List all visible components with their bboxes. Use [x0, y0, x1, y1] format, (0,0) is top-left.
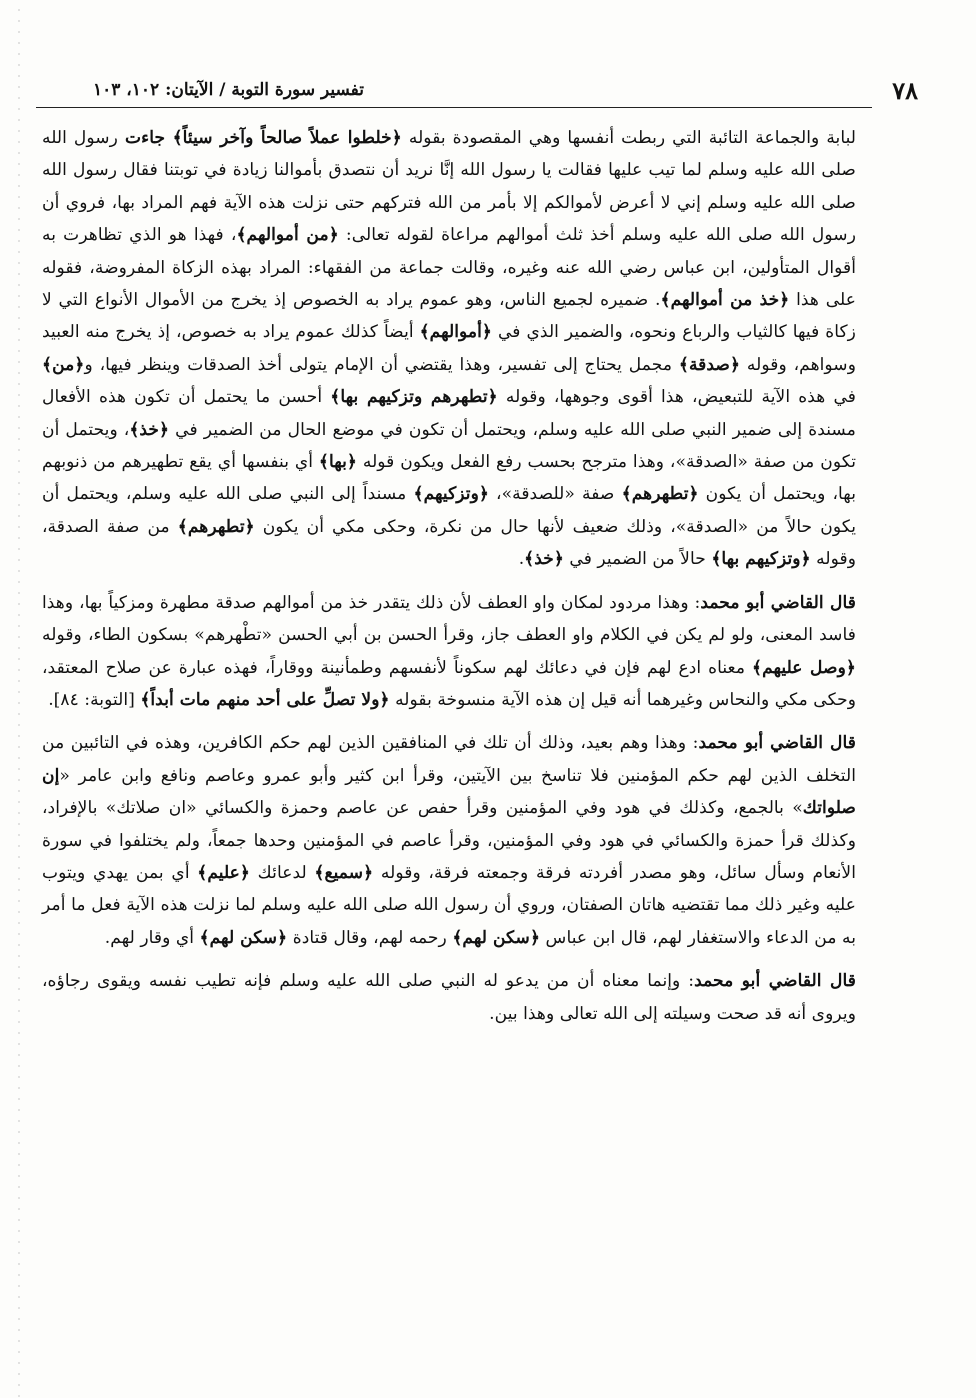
text-run: ، فهذا هو الذي تظاهرت به أقوال المتأولين، ابن عباس رضي الله عنه وغيره، وقالت جماعة من الفقهاء: المراد بهذه الزكاة المفروضة، فقوله على هذا — [42, 225, 856, 311]
bold-phrase: ﴿وصل عليهم﴾ — [752, 657, 857, 678]
bold-phrase: قال القاضي أبو محمد — [700, 592, 856, 613]
text-run: : وهذا مردود لمكان واو العطف لأن ذلك يتقدر خذ من أموالهم صدقة مطهرة ومزكياً بها، وهذا فاسد المعنى، ولو لم يكن في الكلام واو العطف جاز، وقرأ الحسن بن أبي الحسن «تطْهرهم» بسكون الطاء، وقوله — [42, 592, 856, 646]
text-run: أحسن ما يحتمل أن تكون هذه الأفعال مسندة إلى ضمير النبي صلى الله عليه وسلم، ويحتمل أن تكون في موضع الحال من الضمير في — [42, 387, 856, 440]
page-header — [36, 72, 918, 112]
text-run: لبابة والجماعة التائبة التي ربطت أنفسها وهي المقصودة بقوله — [401, 128, 856, 148]
text-run: . ضميره لجميع الناس، وهو عموم يراد به الخصوص إذ يخرج من الأموال الأنواع التي لا زكاة فيها كالثياب والرباع ونحوه، والضمير الذي في — [42, 290, 856, 343]
text-run: مجمل يحتاج إلى تفسير، وهذا يقتضي أن الإمام يتولى أخذ الصدقات وينظر فيها، و — [84, 354, 679, 375]
text-run: » بالجمع، وكذلك في هود وفي المؤمنين وقرأ حفص عن عاصم وحمزة والكسائي «ان صلاتك» بالإفراد، وكذلك قرأ حمزة والكسائي في هود وفي المؤمنين، وقرأ عاصم في المؤمنين وحدها جمعاً، ولم يختلفوا في سورة الأنعام وسأل سائل، وهو مصدر أفردته فرقة وجمعته فرقة، وقوله — [42, 798, 856, 883]
bold-phrase: ﴿تطهرهم﴾ — [621, 484, 699, 505]
text-run: : وهذا وهم بعيد، وذلك أن تلك في المنافقين الذين لهم حكم الكافرين، وهذه في التائبين من التخلف الذين لهم حكم المؤمنين فلا تناسخ بين الآيتين، وقرأ ابن كثير وأبو عمرو وعاصم ونافع وابن عامر « — [42, 733, 856, 786]
bold-phrase: ﴿من أموالهم﴾ — [236, 225, 339, 246]
bold-phrase: ﴿من﴾ — [42, 354, 85, 375]
text-run: . — [518, 549, 525, 570]
text-run: [التوبة: ٨٤]. — [48, 689, 141, 710]
bold-phrase: ﴿تطهرهم وتزكيهم بها﴾ — [330, 387, 498, 408]
text-run: مسنداً إلى النبي صلى الله عليه وسلم، ويحتمل أن يكون حالاً من «الصدقة»، وذلك ضعيف لأنها حال من نكرة، وحكى مكي أن يكون — [42, 484, 856, 537]
bold-phrase: ﴿خذ﴾ — [129, 419, 170, 440]
header-rule — [36, 107, 872, 108]
scan-edge-artifact — [18, 0, 20, 1398]
bold-phrase: ﴿سكن لهم﴾ — [199, 927, 288, 948]
bold-phrase: ﴿تطهرهم﴾ — [177, 516, 255, 537]
bold-phrase: ﴿خذ من أموالهم﴾ — [660, 290, 790, 311]
bold-phrase: ﴿وتزكيهم﴾ — [413, 484, 489, 505]
body-text — [42, 122, 856, 1030]
bold-phrase: قال القاضي أبو محمد — [698, 733, 857, 754]
bold-phrase: قال القاضي أبو محمد — [694, 971, 856, 992]
bold-phrase: ﴿خلطوا عملاً صالحاً وآخر سيئاً﴾ جاءت — [124, 128, 402, 148]
text-run: صفة «للصدقة»، — [488, 484, 622, 505]
text-run: رسول الله صلى الله عليه وسلم لما تيب عليها فقالت يا رسول الله إنَّا نريد أن نتصدق بأموالنا زيادة في توبتنا فقال رسول الله صلى الله عليه وسلم إني لا أعرض لأموالكم إلا بأمر من الله فتركهم حتى نزلت هذه الآية فهم المراد بها، فروي أن رسول الله صلى الله عليه وسلم أخذ ثلث أموالهم مراعاة لقوله تعالى: — [42, 128, 856, 246]
bold-phrase: ﴿صدقة﴾ — [678, 354, 741, 375]
bold-phrase: ﴿عليم﴾ — [197, 862, 250, 883]
paragraph — [42, 122, 856, 576]
paragraph — [42, 727, 856, 954]
text-run: أي بنفسها أي يقع تطهيرهم من ذنوبهم بها، ويحتمل أن يكون — [42, 452, 856, 505]
text-run: حالاً من الضمير في — [563, 549, 712, 570]
bold-phrase: ﴿سكن لهم﴾ — [452, 927, 541, 948]
page-number: ٧٨ — [892, 76, 918, 105]
text-run: أي وقار لهم. — [104, 927, 200, 948]
paragraph — [42, 587, 856, 717]
text-run: : وإنما معناه أن من يدعو له النبي صلى الله عليه وسلم فإنه تطيب نفسه ويقوى رجاؤه، ويروى أنه قد صحت وسيلته إلى الله تعالى وهذا بين. — [42, 971, 856, 1024]
text-run: رحمه لهم، وقال قتادة — [287, 927, 453, 948]
text-run: أي بمن يهدي ويتوب عليه وغير ذلك مما تقتضيه هاتان الصفتان، وروي أن رسول الله صلى الله عليه وسلم لما نزلت هذه الآية فعل ما أمر به من الدعاء والاستغفار لهم، قال ابن عباس — [42, 862, 856, 948]
text-run: في هذه الآية للتبعيض، هذا أقوى وجوهها، وقوله — [497, 387, 857, 408]
bold-phrase: ﴿بها﴾ — [318, 452, 357, 473]
text-run: لدعائك — [250, 862, 315, 883]
bold-phrase: ﴿سميع﴾ — [314, 862, 374, 883]
bold-phrase: إن صلواتك — [42, 765, 856, 819]
text-run: من صفة الصدقة، وقوله — [42, 516, 856, 570]
running-title: تفسير سورة التوبة / الآيتان: ١٠٢، ١٠٣ — [92, 80, 364, 100]
paragraph — [42, 965, 856, 1030]
text-run: معناه ادع لهم فإن في دعائك لهم سكوناً لأنفسهم وطمأنينة ووقاراً، فهذه عبارة عن صلاح المعتقد، وحكى مكي والنحاس وغيرهما أنه قيل إن هذه الآية منسوخة بقوله — [42, 657, 856, 710]
bold-phrase: ﴿ولا تصلِّ على أحد منهم مات أبداً﴾ — [140, 689, 390, 710]
text-run: أيضاً كذلك عموم يراد به خصوص، إذ يخرج منه العبيد وسواهم، وقوله — [42, 322, 856, 375]
bold-phrase: ﴿خذ﴾ — [524, 549, 564, 570]
bold-phrase: ﴿أموالهم﴾ — [419, 322, 492, 343]
bold-phrase: ﴿وتزكيهم بها﴾ — [711, 549, 811, 570]
text-run: ، ويحتمل أن تكون من صفة «الصدقة»، وهذا مترجح بحسب رفع الفعل ويكون قوله — [42, 419, 856, 473]
